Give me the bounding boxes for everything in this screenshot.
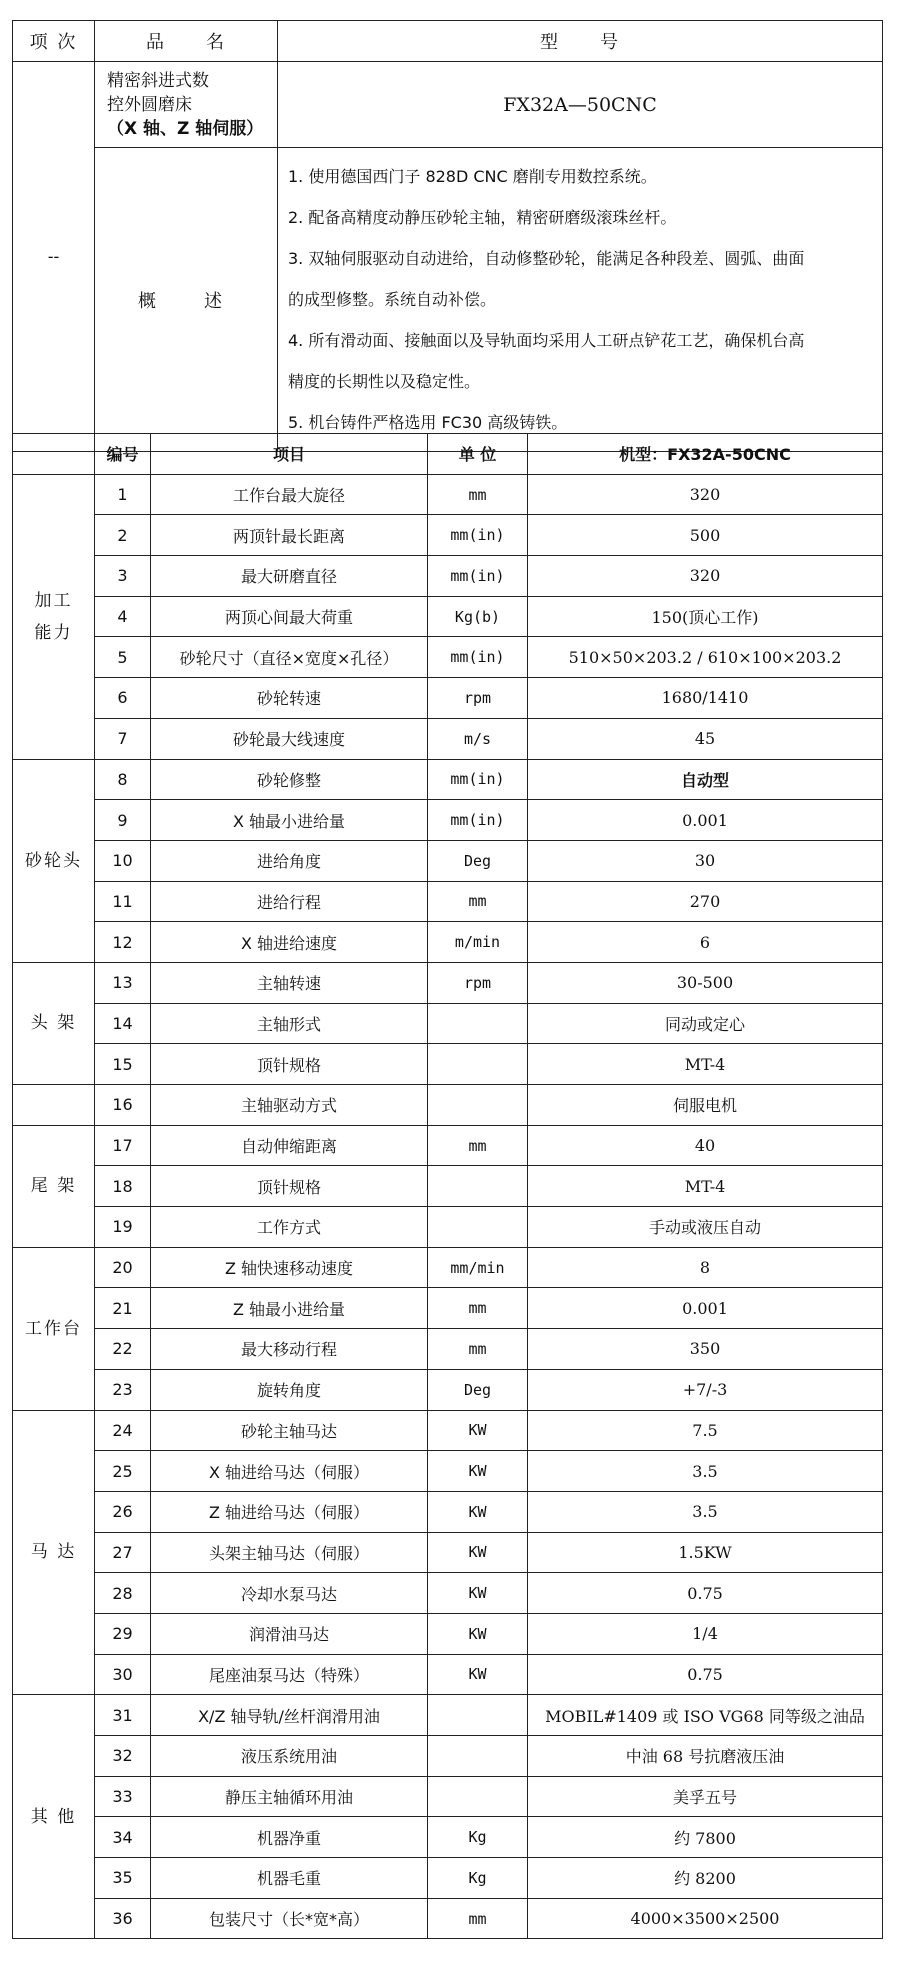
spec-row-unit: KW [428, 1532, 528, 1573]
spec-row-number: 10 [95, 840, 151, 881]
spec-row [13, 1369, 883, 1410]
spec-row-unit: mm [428, 881, 528, 922]
spec-group-label-line: 加工 [34, 590, 73, 611]
spec-row-value: 0.001 [528, 1288, 883, 1329]
spec-row-number: 26 [95, 1491, 151, 1532]
spec-row [13, 1613, 883, 1654]
spec-row-value: 3.5 [528, 1451, 883, 1492]
spec-group-label-line: 工作台 [25, 1318, 82, 1339]
model-number: FX32A—50CNC [278, 62, 883, 148]
spec-row-number: 35 [95, 1858, 151, 1899]
spec-row-item: 静压主轴循环用油 [151, 1776, 428, 1817]
spec-row-item: 主轴驱动方式 [151, 1085, 428, 1126]
spec-row-unit: rpm [428, 962, 528, 1003]
spec-row [13, 1817, 883, 1858]
spec-row-item: 工作台最大旋径 [151, 474, 428, 515]
spec-row-value: 中油 68 号抗磨液压油 [528, 1736, 883, 1777]
spec-row-value: 自动型 [528, 759, 883, 800]
spec-row [13, 1003, 883, 1044]
spec-row-value: 350 [528, 1329, 883, 1370]
col-item-header: 项目 [151, 434, 428, 475]
spec-row-item: 砂轮尺寸（直径×宽度×孔径） [151, 637, 428, 678]
spec-row-value: 320 [528, 556, 883, 597]
spec-row [13, 840, 883, 881]
spec-row-unit: Deg [428, 840, 528, 881]
overview-text [278, 148, 883, 452]
spec-row-value: 约 8200 [528, 1858, 883, 1899]
spec-row-number: 3 [95, 556, 151, 597]
spec-row-number: 32 [95, 1736, 151, 1777]
spec-group-label-line: 砂轮头 [25, 850, 82, 871]
header-row [13, 21, 883, 62]
spec-row-value: MT-4 [528, 1166, 883, 1207]
spec-row-number: 6 [95, 678, 151, 719]
spec-row-value: 510×50×203.2 / 610×100×203.2 [528, 637, 883, 678]
spec-row-number: 27 [95, 1532, 151, 1573]
overview-row [13, 148, 883, 452]
spec-row-number: 4 [95, 596, 151, 637]
spec-row-item: 润滑油马达 [151, 1613, 428, 1654]
spec-row [13, 1329, 883, 1370]
spec-group-label [13, 1247, 95, 1410]
product-name-line: （X 轴、Z 轴伺服） [107, 118, 264, 139]
spec-row-unit: Kg [428, 1858, 528, 1899]
spec-row [13, 962, 883, 1003]
spec-row-unit [428, 1003, 528, 1044]
spec-row-number: 28 [95, 1573, 151, 1614]
col-name-header: 品 名 [95, 21, 278, 62]
spec-row-item: X 轴进给速度 [151, 922, 428, 963]
spec-row-value: 7.5 [528, 1410, 883, 1451]
spec-row-value: 1/4 [528, 1613, 883, 1654]
spec-row-value: 1.5KW [528, 1532, 883, 1573]
product-name-line: 控外圆磨床 [107, 94, 192, 115]
spec-row-item: 砂轮修整 [151, 759, 428, 800]
overview-line: 精度的长期性以及稳定性。 [288, 372, 481, 391]
spec-row [13, 1166, 883, 1207]
spec-row-number: 8 [95, 759, 151, 800]
spec-row-item: Z 轴最小进给量 [151, 1288, 428, 1329]
spec-row-number: 33 [95, 1776, 151, 1817]
spec-row-number: 12 [95, 922, 151, 963]
spec-row-unit: Kg [428, 1817, 528, 1858]
spec-row-item: 两顶针最长距离 [151, 515, 428, 556]
spec-row-number: 13 [95, 962, 151, 1003]
spec-row-item: 主轴形式 [151, 1003, 428, 1044]
spec-row-value: 1680/1410 [528, 678, 883, 719]
spec-row-number: 2 [95, 515, 151, 556]
spec-row-item: 机器毛重 [151, 1858, 428, 1899]
spec-row-value: 0.75 [528, 1573, 883, 1614]
spec-row [13, 800, 883, 841]
spec-group-label [13, 474, 95, 759]
product-row [13, 62, 883, 148]
spec-row [13, 1410, 883, 1451]
spec-row [13, 1573, 883, 1614]
spec-row [13, 1695, 883, 1736]
spec-row-unit: Deg [428, 1369, 528, 1410]
overview-line: 5. 机台铸件严格选用 FC30 高级铸铁。 [288, 413, 568, 432]
spec-row-number: 7 [95, 718, 151, 759]
spec-row-item: 工作方式 [151, 1207, 428, 1248]
spec-row [13, 1044, 883, 1085]
spec-row [13, 1898, 883, 1939]
spec-row-value: 30 [528, 840, 883, 881]
spec-row-item: 主轴转速 [151, 962, 428, 1003]
spec-row-unit: rpm [428, 678, 528, 719]
spec-row-number: 5 [95, 637, 151, 678]
spec-row-item: 旋转角度 [151, 1369, 428, 1410]
spec-row-item: 包装尺寸（长*宽*高） [151, 1898, 428, 1939]
spec-row [13, 556, 883, 597]
spec-row-number: 18 [95, 1166, 151, 1207]
spec-row-value: 270 [528, 881, 883, 922]
spec-group-label [13, 1125, 95, 1247]
spec-row-number: 15 [95, 1044, 151, 1085]
spec-row-unit: KW [428, 1410, 528, 1451]
spec-row-number: 16 [95, 1085, 151, 1126]
spec-row-value: 6 [528, 922, 883, 963]
overview-line: 的成型修整。系统自动补偿。 [288, 290, 497, 309]
spec-row-item: 顶针规格 [151, 1044, 428, 1085]
spec-row-unit [428, 1166, 528, 1207]
spec-row-value: 8 [528, 1247, 883, 1288]
spec-row-item: 最大研磨直径 [151, 556, 428, 597]
spec-row-item: 两顶心间最大荷重 [151, 596, 428, 637]
col-no-header: 编号 [95, 434, 151, 475]
spec-row-value: 3.5 [528, 1491, 883, 1532]
spec-row-value: 40 [528, 1125, 883, 1166]
spec-group-label [13, 1085, 95, 1126]
spec-row-number: 14 [95, 1003, 151, 1044]
spec-row [13, 1491, 883, 1532]
spec-row-value: 伺服电机 [528, 1085, 883, 1126]
spec-row-number: 24 [95, 1410, 151, 1451]
spec-row-number: 22 [95, 1329, 151, 1370]
spec-row-item: 自动伸缩距离 [151, 1125, 428, 1166]
spec-row-number: 1 [95, 474, 151, 515]
spec-row-value: 320 [528, 474, 883, 515]
spec-row-value: 30-500 [528, 962, 883, 1003]
spec-row-item: 尾座油泵马达（特殊） [151, 1654, 428, 1695]
spec-row [13, 881, 883, 922]
spec-row-unit [428, 1736, 528, 1777]
spec-row [13, 637, 883, 678]
spec-group-label-line: 头 架 [30, 1013, 77, 1034]
spec-row-number: 21 [95, 1288, 151, 1329]
spec-row-unit: mm(in) [428, 759, 528, 800]
spec-row-unit: KW [428, 1654, 528, 1695]
spec-row [13, 1736, 883, 1777]
spec-row [13, 678, 883, 719]
spec-group-label [13, 1410, 95, 1695]
spec-row-item: 液压系统用油 [151, 1736, 428, 1777]
spec-row [13, 515, 883, 556]
spec-row [13, 1654, 883, 1695]
col-item-header: 项 次 [13, 21, 95, 62]
spec-row [13, 1247, 883, 1288]
spec-row-unit [428, 1776, 528, 1817]
spec-row-unit: KW [428, 1491, 528, 1532]
spec-row [13, 1085, 883, 1126]
spec-row [13, 596, 883, 637]
spec-row-item: 头架主轴马达（伺服） [151, 1532, 428, 1573]
spec-row-item: 砂轮转速 [151, 678, 428, 719]
spec-group-label-line: 尾 架 [30, 1176, 77, 1197]
spec-row-item: X/Z 轴导轨/丝杆润滑用油 [151, 1695, 428, 1736]
col-model-header: 机型：FX32A-50CNC [528, 434, 883, 475]
specification-table [12, 433, 883, 1939]
spec-row-unit: KW [428, 1573, 528, 1614]
spec-group-label-line: 能力 [34, 622, 73, 643]
spec-group-label [13, 962, 95, 1084]
spec-row-value: MT-4 [528, 1044, 883, 1085]
spec-row [13, 1451, 883, 1492]
product-name-line: 精密斜进式数 [107, 70, 209, 91]
spec-row [13, 922, 883, 963]
spec-row [13, 718, 883, 759]
spec-row-item: 进给行程 [151, 881, 428, 922]
spec-row-value: 45 [528, 718, 883, 759]
spec-row-item: X 轴最小进给量 [151, 800, 428, 841]
spec-row-item: 顶针规格 [151, 1166, 428, 1207]
spec-row-value: 0.75 [528, 1654, 883, 1695]
spec-row-unit: mm [428, 474, 528, 515]
overview-label: 概述 [95, 148, 278, 452]
spec-row-value: 手动或液压自动 [528, 1207, 883, 1248]
spec-row-unit: mm(in) [428, 637, 528, 678]
spec-group-label-line: 其 他 [30, 1806, 77, 1827]
spec-row-number: 30 [95, 1654, 151, 1695]
spec-row-value: 同动或定心 [528, 1003, 883, 1044]
spec-row [13, 1207, 883, 1248]
spec-row [13, 1532, 883, 1573]
spec-row-number: 9 [95, 800, 151, 841]
spec-row-item: Z 轴快速移动速度 [151, 1247, 428, 1288]
spec-row-number: 25 [95, 1451, 151, 1492]
spec-row-value: MOBIL#1409 或 ISO VG68 同等级之油品 [528, 1695, 883, 1736]
spec-row [13, 474, 883, 515]
spec-row-unit [428, 1695, 528, 1736]
spec-row-item: 砂轮最大线速度 [151, 718, 428, 759]
spec-row-item: 进给角度 [151, 840, 428, 881]
spec-row-unit: m/s [428, 718, 528, 759]
spec-row-unit [428, 1085, 528, 1126]
group-header [13, 434, 95, 475]
col-unit-header: 单 位 [428, 434, 528, 475]
product-name [95, 62, 278, 148]
spec-row-value: 美孚五号 [528, 1776, 883, 1817]
spec-row-unit [428, 1207, 528, 1248]
spec-row [13, 1776, 883, 1817]
spec-row [13, 1288, 883, 1329]
overview-line: 4. 所有滑动面、接触面以及导轨面均采用人工研点铲花工艺，确保机台高 [288, 331, 805, 350]
spec-row-item: 机器净重 [151, 1817, 428, 1858]
spec-row-number: 34 [95, 1817, 151, 1858]
spec-row-item: 砂轮主轴马达 [151, 1410, 428, 1451]
spec-row-unit: mm(in) [428, 800, 528, 841]
spec-row-unit: Kg(b) [428, 596, 528, 637]
spec-row-value: 500 [528, 515, 883, 556]
spec-row-unit: m/min [428, 922, 528, 963]
col-model-header: 型 号 [278, 21, 883, 62]
overview-line: 1. 使用德国西门子 828D CNC 磨削专用数控系统。 [288, 167, 657, 186]
spec-group-label [13, 1695, 95, 1939]
spec-row-unit: mm [428, 1288, 528, 1329]
spec-row-number: 19 [95, 1207, 151, 1248]
product-header-table [12, 20, 883, 452]
spec-row-number: 31 [95, 1695, 151, 1736]
spec-row-value: 4000×3500×2500 [528, 1898, 883, 1939]
spec-row-number: 29 [95, 1613, 151, 1654]
spec-row-value: +7/-3 [528, 1369, 883, 1410]
spec-group-label-line: 马 达 [30, 1542, 77, 1563]
spec-row-number: 17 [95, 1125, 151, 1166]
overview-line: 3. 双轴伺服驱动自动进给，自动修整砂轮，能满足各种段差、圆弧、曲面 [288, 249, 805, 268]
spec-row-item: 最大移动行程 [151, 1329, 428, 1370]
spec-row-value: 0.001 [528, 800, 883, 841]
item-number: -- [13, 62, 95, 452]
spec-row [13, 1125, 883, 1166]
spec-row-unit: mm [428, 1898, 528, 1939]
spec-row-unit: mm [428, 1125, 528, 1166]
spec-row [13, 759, 883, 800]
spec-row [13, 1858, 883, 1899]
spec-row-number: 36 [95, 1898, 151, 1939]
spec-row-item: X 轴进给马达（伺服） [151, 1451, 428, 1492]
spec-row-item: 冷却水泵马达 [151, 1573, 428, 1614]
spec-header-row [13, 434, 883, 475]
spec-row-number: 20 [95, 1247, 151, 1288]
spec-row-number: 23 [95, 1369, 151, 1410]
spec-row-value: 150(顶心工作) [528, 596, 883, 637]
spec-row-unit [428, 1044, 528, 1085]
spec-row-unit: KW [428, 1613, 528, 1654]
spec-row-item: Z 轴进给马达（伺服） [151, 1491, 428, 1532]
spec-group-label [13, 759, 95, 962]
overview-line: 2. 配备高精度动静压砂轮主轴，精密研磨级滚珠丝杆。 [288, 208, 677, 227]
spec-row-value: 约 7800 [528, 1817, 883, 1858]
spec-row-unit: mm [428, 1329, 528, 1370]
spec-row-unit: mm(in) [428, 556, 528, 597]
spec-row-unit: mm/min [428, 1247, 528, 1288]
spec-row-unit: KW [428, 1451, 528, 1492]
specification-body [13, 434, 883, 1939]
spec-row-number: 11 [95, 881, 151, 922]
spec-row-unit: mm(in) [428, 515, 528, 556]
